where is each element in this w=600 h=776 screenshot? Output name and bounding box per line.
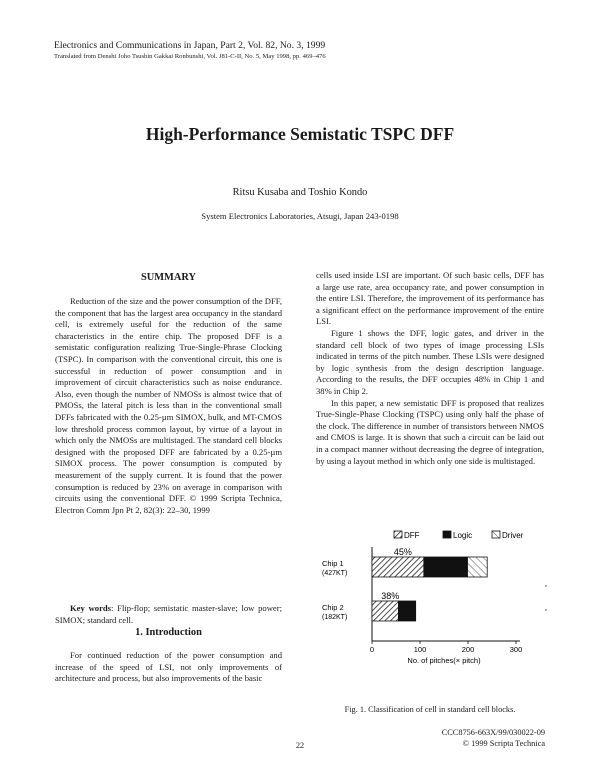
legend-label-driver: Driver [502,531,524,540]
intro-para-1-cont: cells used inside LSI are important. Of such basic cells, DFF has a large use rate, area occupancy rate, and power consumption in the entire LSI. Therefore, the improvement of its performance has a significant effect on the performance improvement of the entire LSI. [316,270,544,327]
intro-para-2: Figure 1 shows the DFF, logic gates, and driver in the standard cell block of two types of image processing LSIs indicated in terms of the pitch number. These LSIs were designed by logic synthesis from the design description language. According to the results, the DFF occupies 48% in Chip 1 and 38% in Chip 2. [316,327,544,396]
bar-1-logic [424,557,468,577]
bar-annotation-2: 38% [381,591,400,601]
authors: Ritsu Kusaba and Toshio Kondo [232,187,368,198]
legend-swatch-driver [492,531,500,538]
keywords-label: Key words [70,603,112,613]
summary-text: Reduction of the size and the power consumption of the DFF, the component that has the largest area occupancy in the standard cell, is extremely useful for the reduction of the same characteristics in the entire chip. The proposed DFF is a semistatic configuration realizing True-Single-Phrase Clocking (TSPC). In comparison with the conventional circuit, this one is successful in reduction of power consumption and in improvement of circuit characteristics such as noise endurance. Also, even though the number of NMOSs is almost twice that of PMOSs, the lateral pitch is less than in the conventional small DFFs fabricated with the 0.25-µm SIMOX, bulk, and MT-CMOS low threshold process common layout, by virtue of a layout in which only the NMOSs are multistaged. The standard cell blocks designed with the proposed DFF are fabricated by a 0.25-µm SIMOX process. The power consumption is computed by measurement of the supply current. It is found that the power consumption is reduced by 23% on average in comparison with circuits using the conventional DFF. © 1999 Scripta Technica, Electron Comm Jpn Pt 2, 82(3): 22–30, 1999 [55,296,282,515]
chip-name-2: Chip 2 [322,603,344,612]
keywords [55,603,282,626]
intro-para-1: For continued reduction of the power consumption and increase of the speed of LSI, not only improvements of architecture and process, but also improvements of the basic [55,650,282,684]
bar-1-dff [372,557,424,577]
bar-1-driver [468,557,488,577]
x-tick-label-200: 200 [461,645,475,654]
legend-swatch-dff [394,531,402,538]
intro-heading: 1. Introduction [135,627,202,638]
figure-caption: Fig. 1. Classification of cell in standard cell blocks. [344,705,516,714]
x-tick-label-0: 0 [369,645,375,654]
summary-heading: SUMMARY [140,272,197,283]
keywords-text: : Flip-flop; semistatic master-slave; low power; SIMOX; standard cell. [55,603,282,625]
chip-count-1: (427KT) [322,570,348,577]
x-tick-label-300: 300 [509,645,523,654]
figure-1-chart [316,525,548,695]
legend-label-logic: Logic [453,531,473,540]
translation-note: Translated from Denshi Joho Tsushin Gakkai Ronbunshi, Vol. J81-C-II, No. 5, May 1998, pp. 469–476 [54,53,326,60]
chip-count-2: (182KT) [322,614,348,621]
paper-title: High-Performance Semistatic TSPC DFF [145,124,455,144]
bar-2-logic [398,601,415,621]
issn-code: CCC8756-663X/99/030022-09 [441,728,545,737]
bar-annotation-1: 45% [393,547,412,557]
right-column [316,270,544,467]
affiliation: System Electronics Laboratories, Atsugi, Japan 243-0198 [201,211,399,221]
page-number: 22 [295,741,305,750]
summary-body [55,296,282,516]
copyright: © 1999 Scripta Technica [462,739,545,748]
legend-label-dff: DFF [404,531,420,540]
bar-2-dff [372,601,398,621]
x-axis-label: No. of pitches(× pitch) [407,656,481,665]
chip-name-1: Chip 1 [322,559,344,568]
legend-swatch-logic [443,531,451,538]
journal-line: Electronics and Communications in Japan, Part 2, Vol. 82, No. 3, 1999 [54,40,326,51]
intro-para-3: In this paper, a new semistatic DFF is proposed that realizes True-Single-Phase Clocking (TSPC) using only half the phase of the clock. The difference in number of transistors between NMOS and CMOS is large. It is shown that such a circuit can be laid out in a compact manner without decreasing the degree of integration, by using a layout method in which only one side is multistaged. [316,397,544,466]
x-tick-label-100: 100 [413,645,427,654]
intro-body [55,650,282,685]
